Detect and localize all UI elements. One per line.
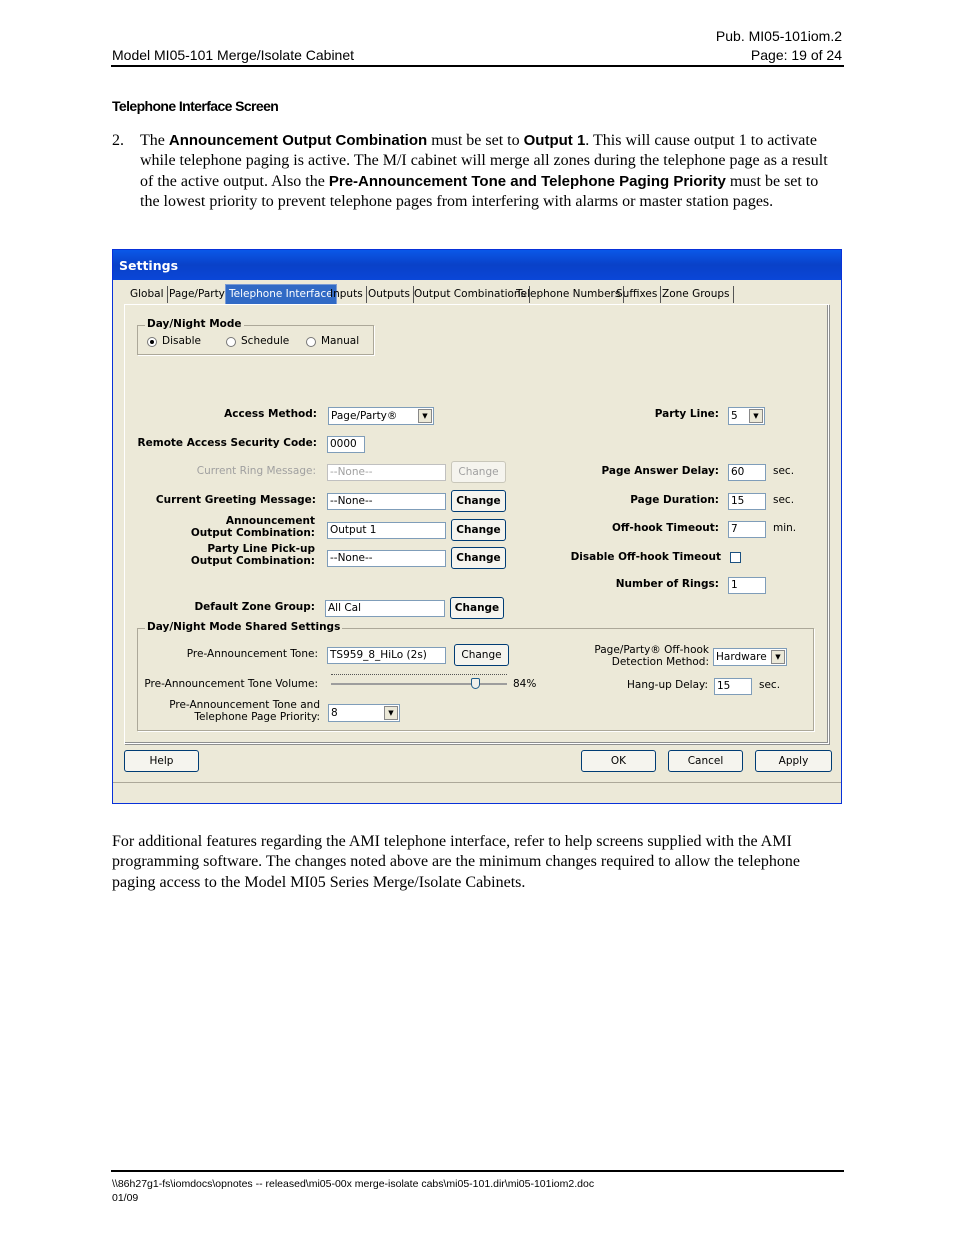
paragraph-2: The Announcement Output Combination must be set to Output 1. This will cause output 1 to activate while telephone paging is active. The M/I cabinet will merge all zones during the telephone page as a result of the active output. Also the Pre-Announcement Tone and Telephone Paging Priority must be set to the lowest priority to prevent telephone pages from interfering with alarms or master station pages. [140, 132, 828, 211]
priority-value: 8 [331, 707, 338, 719]
tab-global[interactable]: Global [127, 286, 168, 303]
default-zone-change-button[interactable]: Change [450, 597, 504, 619]
party-pickup-label: Party Line Pick-up Output Combination: [190, 543, 315, 567]
priority-select[interactable] [328, 704, 400, 722]
tab-suffixes[interactable]: Suffixes [613, 286, 661, 303]
volume-ticks [331, 674, 507, 679]
day-night-legend: Day/Night Mode [147, 318, 242, 330]
tab-output-combinations[interactable]: Output Combinations [411, 286, 530, 303]
dialog-title: Settings [119, 258, 179, 273]
detection-method-select[interactable] [713, 648, 787, 666]
page-duration-label: Page Duration: [630, 494, 719, 506]
tab-telephone-interface[interactable]: Telephone Interface [225, 284, 337, 305]
announcement-output-input[interactable]: Output 1 [327, 522, 446, 539]
current-ring-input: --None-- [327, 464, 446, 481]
default-zone-input[interactable]: All Cal [325, 600, 445, 617]
radio-disable-label: Disable [162, 335, 201, 347]
paragraph-number: 2. [112, 132, 124, 149]
tab-outputs[interactable]: Outputs [365, 286, 414, 303]
announcement-change-button[interactable]: Change [451, 519, 506, 541]
footer-date: 01/09 [112, 1192, 139, 1204]
remote-code-input[interactable]: 0000 [327, 436, 365, 453]
chevron-down-icon: ▼ [749, 409, 763, 423]
chevron-down-icon: ▼ [771, 650, 785, 664]
announcement-label: Announcement Output Combination: [190, 515, 315, 539]
party-pickup-input[interactable]: --None-- [327, 550, 446, 567]
header-rule [111, 65, 844, 67]
access-method-label: Access Method: [224, 408, 317, 420]
default-zone-label: Default Zone Group: [194, 601, 315, 613]
dialog-titlebar[interactable] [113, 250, 841, 280]
party-pickup-change-button[interactable]: Change [451, 547, 506, 569]
page-number: Page: 19 of 24 [750, 47, 842, 63]
current-greeting-label: Current Greeting Message: [155, 494, 316, 506]
access-method-select[interactable] [328, 407, 434, 425]
rings-label: Number of Rings: [615, 578, 719, 590]
rings-input[interactable]: 1 [728, 577, 766, 594]
model-title: Model MI05-101 Merge/Isolate Cabinet [112, 47, 355, 63]
radio-schedule[interactable] [226, 337, 236, 347]
disable-offhook-label: Disable Off-hook Timeout [570, 551, 721, 563]
offhook-timeout-unit: min. [773, 522, 797, 534]
volume-track [331, 683, 507, 685]
page-duration-input[interactable]: 15 [728, 493, 766, 510]
party-line-value: 5 [731, 410, 738, 422]
volume-label: Pre-Announcement Tone Volume: [144, 678, 318, 690]
page-answer-unit: sec. [773, 465, 795, 477]
current-greeting-input[interactable]: --None-- [327, 493, 446, 510]
radio-disable[interactable] [147, 337, 157, 347]
tab-telephone-numbers[interactable]: Telephone Numbers [513, 286, 624, 303]
current-ring-change-button: Change [451, 461, 506, 483]
pre-tone-change-button[interactable]: Change [454, 644, 509, 666]
shared-settings-legend: Day/Night Mode Shared Settings [147, 621, 341, 633]
offhook-timeout-label: Off-hook Timeout: [611, 522, 719, 534]
chevron-down-icon: ▼ [384, 706, 398, 720]
ok-button[interactable]: OK [581, 750, 656, 772]
closing-paragraph: For additional features regarding the AMI telephone interface, refer to help screens supplied with the AMI programming software. The changes noted above are the minimum changes required to allow the telephone paging access to the Model MI05 Series Merge/Isolate Cabinets. [112, 833, 800, 891]
page-answer-label: Page Answer Delay: [601, 465, 719, 477]
page-duration-unit: sec. [773, 494, 795, 506]
section-title: Telephone Interface Screen [112, 98, 279, 114]
priority-label: Pre-Announcement Tone and Telephone Page Priority: [169, 699, 320, 723]
status-bar-divider [113, 782, 841, 783]
footer-path: \\86h27g1-fs\iomdocs\opnotes -- released\mi05-00x merge-isolate cabs\mi05-101.dir\mi05-101iom2.doc [112, 1178, 595, 1190]
footer-rule [111, 1170, 844, 1172]
pre-tone-label: Pre-Announcement Tone: [186, 648, 318, 660]
chevron-down-icon: ▼ [418, 409, 432, 423]
party-line-select[interactable] [728, 407, 765, 425]
radio-schedule-label: Schedule [241, 335, 290, 347]
hangup-delay-label: Hang-up Delay: [627, 679, 708, 691]
offhook-timeout-input[interactable]: 7 [728, 521, 766, 538]
volume-slider-thumb[interactable] [471, 678, 480, 689]
tab-zone-groups[interactable]: Zone Groups [659, 286, 734, 303]
settings-dialog [112, 249, 842, 804]
help-button[interactable]: Help [124, 750, 199, 772]
page-answer-input[interactable]: 60 [728, 464, 766, 481]
cancel-button[interactable]: Cancel [668, 750, 743, 772]
volume-value: 84% [513, 678, 537, 690]
detection-method-value: Hardware [716, 651, 767, 663]
tab-page-party[interactable]: Page/Party [166, 286, 229, 303]
radio-manual-label: Manual [321, 335, 360, 347]
remote-code-label: Remote Access Security Code: [137, 437, 317, 449]
radio-manual[interactable] [306, 337, 316, 347]
current-ring-label: Current Ring Message: [196, 465, 316, 477]
pub-number: Pub. MI05-101iom.2 [715, 28, 842, 44]
party-line-label: Party Line: [654, 408, 719, 420]
detection-method-label: Page/Party® Off-hook Detection Method: [594, 644, 709, 668]
access-method-value: Page/Party® [331, 410, 398, 422]
disable-offhook-checkbox[interactable] [730, 552, 741, 563]
hangup-delay-input[interactable]: 15 [714, 678, 752, 695]
current-greeting-change-button[interactable]: Change [451, 490, 506, 512]
tab-inputs[interactable]: Inputs [327, 286, 367, 303]
hangup-delay-unit: sec. [759, 679, 781, 691]
apply-button[interactable]: Apply [755, 750, 832, 772]
pre-tone-input[interactable]: TS959_8_HiLo (2s) [327, 647, 446, 664]
